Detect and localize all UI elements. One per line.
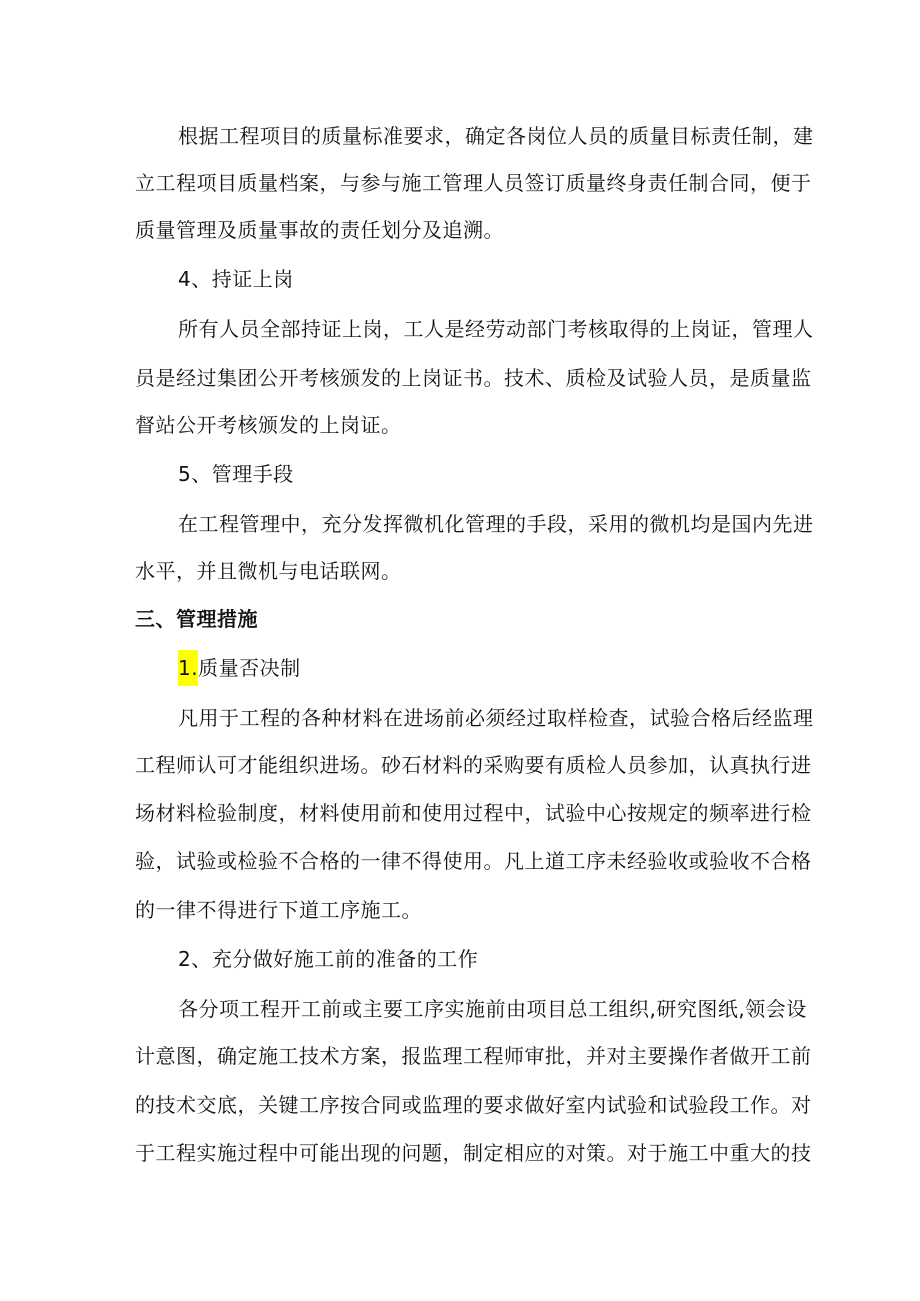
paragraph-line: 凡用于工程的各种材料在进场前必须经过取样检查，试验合格后经监理 [178, 706, 814, 730]
paragraph-line: 水平，并且微机与电话联网。 [135, 559, 402, 583]
section-heading-3: 三、管理措施 [135, 607, 258, 631]
paragraph-line: 的一律不得进行下道工序施工。 [135, 898, 422, 922]
paragraph-line: 工程师认可才能组织进场。砂石材料的采购要有质检人员参加，认真执行进 [135, 753, 812, 777]
paragraph-line: 督站公开考核颁发的上岗证。 [135, 413, 402, 437]
paragraph-line: 的技术交底，关键工序按合同或监理的要求做好室内试验和试验段工作。对 [135, 1093, 812, 1117]
paragraph-line: 于工程实施过程中可能出现的问题，制定相应的对策。对于施工中重大的技 [135, 1141, 812, 1165]
paragraph-line: 质量管理及质量事故的责任划分及追溯。 [135, 218, 504, 242]
highlighted-number: 1. [178, 650, 198, 686]
paragraph-line: 验，试验或检验不合格的一律不得使用。凡上道工序未经验收或验收不合格 [135, 849, 812, 873]
paragraph-line: 根据工程项目的质量标准要求，确定各岗位人员的质量目标责任制，建 [178, 124, 814, 148]
section-heading-5: 5、管理手段 [178, 462, 294, 486]
section-heading-4: 4、持证上岗 [178, 267, 294, 291]
paragraph-line: 立工程项目质量档案，与参与施工管理人员签订质量终身责任制合同，便于 [135, 171, 812, 195]
paragraph-line: 计意图，确定施工技术方案，报监理工程师审批，并对主要操作者做开工前 [135, 1044, 812, 1068]
paragraph-line: 在工程管理中，充分发挥微机化管理的手段，采用的微机均是国内先进 [178, 512, 814, 536]
item-2-heading: 2、充分做好施工前的准备的工作 [178, 947, 479, 971]
paragraph-line: 场材料检验制度，材料使用前和使用过程中，试验中心按规定的频率进行检 [135, 801, 812, 825]
item-1-heading [178, 654, 301, 682]
paragraph-line: 所有人员全部持证上岗，工人是经劳动部门考核取得的上岗证，管理人 [178, 317, 814, 341]
paragraph-line: 各分项工程开工前或主要工序实施前由项目总工组织,研究图纸,领会设 [178, 997, 807, 1021]
item-1-title: 质量否决制 [198, 656, 301, 680]
paragraph-line: 员是经过集团公开考核颁发的上岗证书。技术、质检及试验人员，是质量监 [135, 366, 812, 390]
